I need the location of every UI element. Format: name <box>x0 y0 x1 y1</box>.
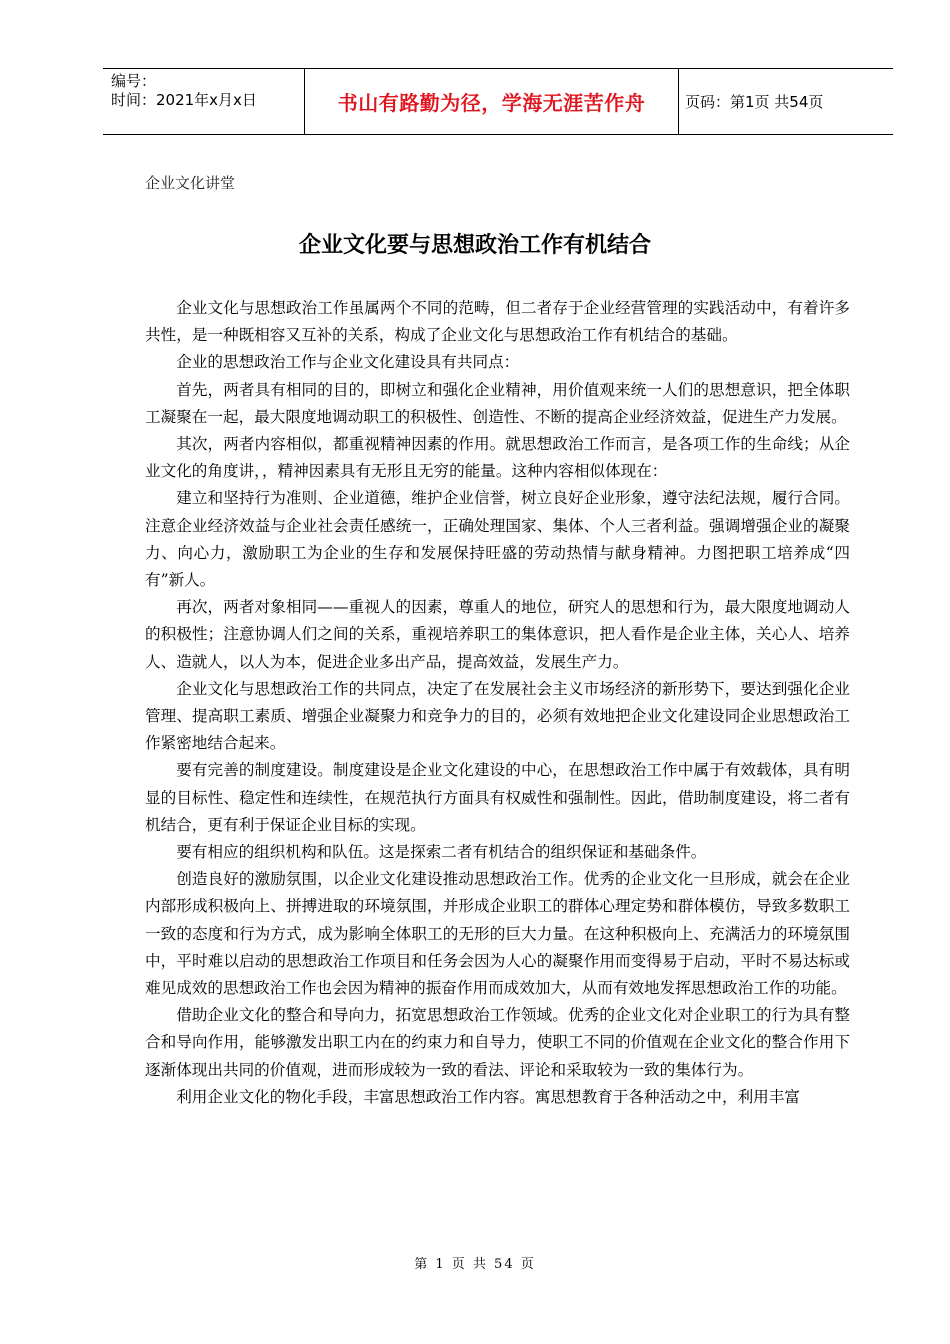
document-time-label: 时间：2021年x月x日 <box>111 91 257 109</box>
motto-text: 书山有路勤为径，学海无涯苦作舟 <box>337 91 646 115</box>
header-page-cell <box>679 69 893 134</box>
paragraph: 利用企业文化的物化手段，丰富思想政治工作内容。寓思想教育于各种活动之中，利用丰富 <box>176 1087 800 1106</box>
page-code: 页码：第1页 共54页 <box>685 93 824 111</box>
paragraph: 再次，两者对象相同——重视人的因素，尊重人的地位，研究人的思想和行为，最大限度地调动人的积极性；注意协调人们之间的关系，重视培养职工的集体意识，把人看作是企业主体，关心人、培养人、造就人，以人为本，促进企业多出产品，提高效益，发展生产力。 <box>145 598 850 671</box>
paragraph: 创造良好的激励氛围，以企业文化建设推动思想政治工作。优秀的企业文化一旦形成，就会在企业内部形成积极向上、拼搏进取的环境氛围，并形成企业职工的群体心理定势和群体模仿，导致多数职工一致的态度和行为方式，成为影响全体职工的无形的巨大力量。在这种积极向上、充满活力的环境氛围中，平时难以启动的思想政治工作项目和任务会因为人心的凝聚作用而变得易于启动，平时不易达标或难见成效的思想政治工作也会因为精神的振奋作用而成效加大，从而有效地发挥思想政治工作的功能。 <box>145 870 850 998</box>
paragraph: 借助企业文化的整合和导向力，拓宽思想政治工作领域。优秀的企业文化对企业职工的行为具有整合和导向作用，能够激发出职工内在的约束力和自导力，使职工不同的价值观在企业文化的整合作用下逐渐体现出共同的价值观，进而形成较为一致的看法、评论和采取较为一致的集体行为。 <box>145 1006 850 1079</box>
document-number-label: 编号： <box>111 72 157 90</box>
paragraph: 其次，两者内容相似，都重视精神因素的作用。就思想政治工作而言，是各项工作的生命线；从企业文化的角度讲，，精神因素具有无形且无穷的能量。这种内容相似体现在： <box>145 435 850 481</box>
article-title: 企业文化要与思想政治工作有机结合 <box>298 233 651 258</box>
header-motto-cell <box>305 69 679 134</box>
paragraph: 要有相应的组织机构和队伍。这是探索二者有机结合的组织保证和基础条件。 <box>176 843 707 862</box>
paragraph: 企业文化与思想政治工作的共同点，决定了在发展社会主义市场经济的新形势下，要达到强化企业管理、提高职工素质、增强企业凝聚力和竞争力的目的，必须有效地把企业文化建设同企业思想政治工作紧密地结合起来。 <box>145 679 850 753</box>
article-body <box>145 295 850 1111</box>
header-meta-cell <box>103 69 305 134</box>
document-header <box>103 68 893 135</box>
page-footer: 第 1 页 共 54 页 <box>414 1257 536 1272</box>
category-label: 企业文化讲堂 <box>145 174 236 192</box>
paragraph: 首先，两者具有相同的目的，即树立和强化企业精神，用价值观来统一人们的思想意识，把全体职工凝聚在一起，最大限度地调动职工的积极性、创造性、不断的提高企业经济效益，促进生产力发展。 <box>145 380 850 426</box>
paragraph: 要有完善的制度建设。制度建设是企业文化建设的中心，在思想政治工作中属于有效载体，具有明显的目标性、稳定性和连续性，在规范执行方面具有权威性和强制性。因此，借助制度建设，将二者有机结合，更有利于保证企业目标的实现。 <box>145 761 850 834</box>
paragraph: 企业的思想政治工作与企业文化建设具有共同点： <box>176 353 520 372</box>
paragraph: 建立和坚持行为准则、企业道德，维护企业信誉，树立良好企业形象，遵守法纪法规，履行合同。注意企业经济效益与企业社会责任感统一，正确处理国家、集体、个人三者利益。强调增强企业的凝聚力、向心力，激励职工为企业的生存和发展保持旺盛的劳动热情与献身精神。力图把职工培养成“四有”新人。 <box>145 489 850 590</box>
paragraph: 企业文化与思想政治工作虽属两个不同的范畴，但二者存于企业经营管理的实践活动中，有着许多共性，是一种既相容又互补的关系，构成了企业文化与思想政治工作有机结合的基础。 <box>145 299 850 345</box>
